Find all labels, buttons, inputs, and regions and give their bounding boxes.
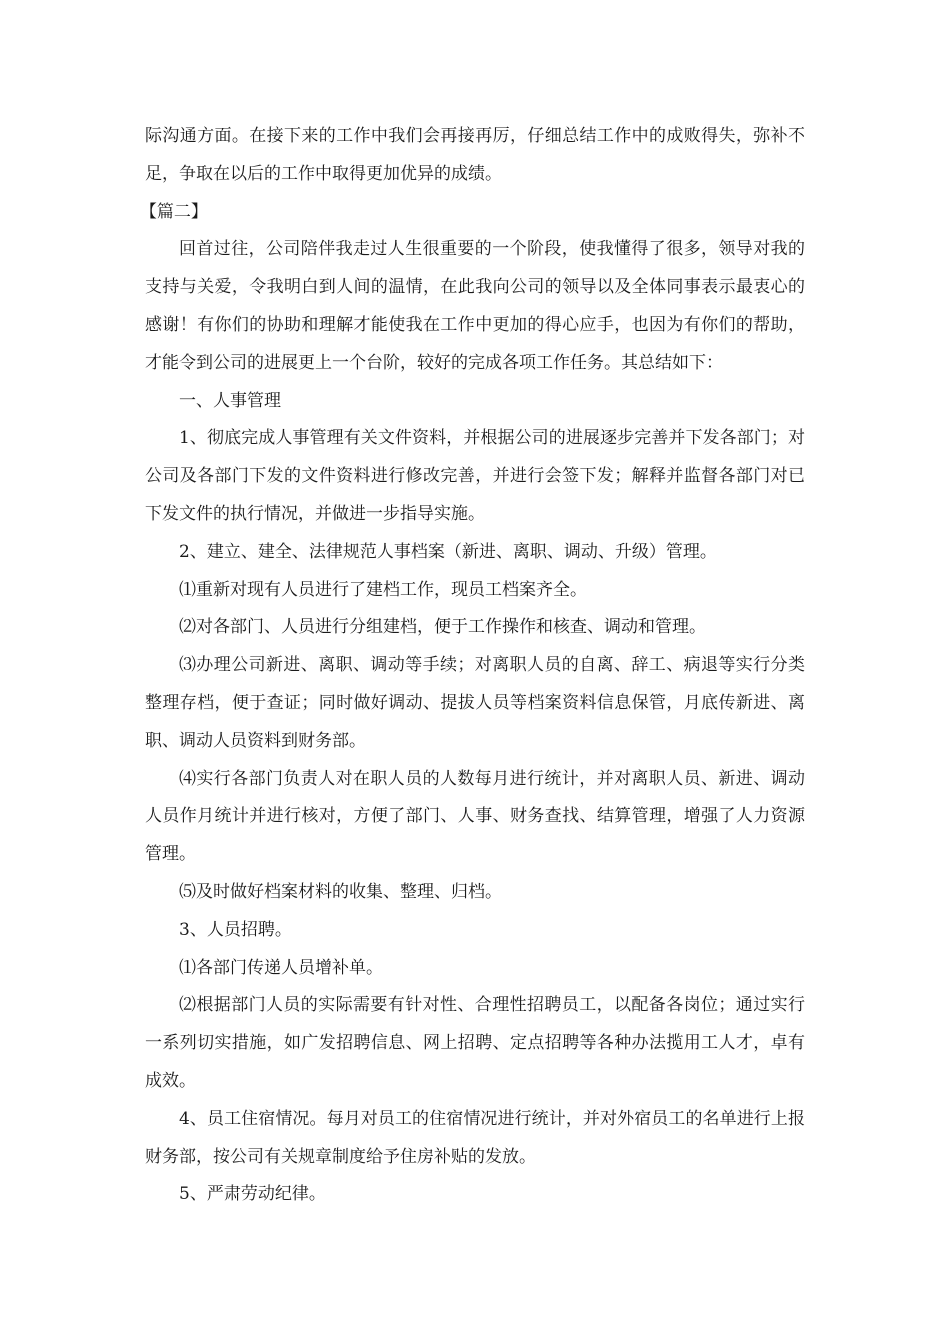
paragraph-item-4: 4、员工住宿情况。每月对员工的住宿情况进行统计，并对外宿员工的名单进行上报财务部，按公司有关规章制度给予住房补贴的发放。 [145, 1108, 805, 1167]
paragraph-item-5: 5、严肃劳动纪律。 [179, 1184, 326, 1205]
section-heading: 【篇二】 [139, 201, 208, 222]
paragraph-item-2: 2、建立、建全、法律规范人事档案（新进、离职、调动、升级）管理。 [179, 541, 717, 562]
paragraph-subitem-2-4: ⑷实行各部门负责人对在职人员的人数每月进行统计，并对离职人员、新进、调动人员作月统计并进行核对，方便了部门、人事、财务查找、结算管理，增强了人力资源管理。 [145, 768, 805, 865]
paragraph-item-1: 1、彻底完成人事管理有关文件资料，并根据公司的进展逐步完善并下发各部门；对公司及各部门下发的文件资料进行修改完善，并进行会签下发；解释并监督各部门对已下发文件的执行情况，并做进一步指导实施。 [145, 428, 805, 524]
paragraph-intro: 回首过往，公司陪伴我走过人生很重要的一个阶段，使我懂得了很多，领导对我的支持与关爱，令我明白到人间的温情，在此我向公司的领导以及全体同事表示最衷心的感谢！有你们的协助和理解才能使我在工作中更加的得心应手，也因为有你们的帮助，才能令到公司的进展更上一个台阶，较好的完成各项工作任务。其总结如下： [145, 239, 805, 373]
paragraph-item-3: 3、人员招聘。 [179, 919, 292, 940]
paragraph-subitem-3-2: ⑵根据部门人员的实际需要有针对性、合理性招聘员工，以配备各岗位；通过实行一系列切实措施，如广发招聘信息、网上招聘、定点招聘等各种办法揽用工人才，卓有成效。 [145, 995, 805, 1091]
paragraph-subitem-2-2: ⑵对各部门、人员进行分组建档，便于工作操作和核查、调动和管理。 [179, 617, 706, 638]
paragraph-subitem-3-1: ⑴各部门传递人员增补单。 [179, 957, 383, 978]
paragraph-subitem-2-3: ⑶办理公司新进、离职、调动等手续；对离职人员的自离、辞工、病退等实行分类整理存档，便于查证；同时做好调动、提拔人员等档案资料信息保管，月底传新进、离职、调动人员资料到财务部。 [145, 655, 805, 751]
subsection-heading: 一、人事管理 [179, 390, 281, 411]
paragraph-subitem-2-1: ⑴重新对现有人员进行了建档工作，现员工档案齐全。 [179, 579, 587, 600]
paragraph-continuation: 际沟通方面。在接下来的工作中我们会再接再厉，仔细总结工作中的成败得失，弥补不足，争取在以后的工作中取得更加优异的成绩。 [145, 126, 805, 184]
paragraph-subitem-2-5: ⑸及时做好档案材料的收集、整理、归档。 [179, 881, 502, 902]
document-page [139, 118, 805, 1214]
